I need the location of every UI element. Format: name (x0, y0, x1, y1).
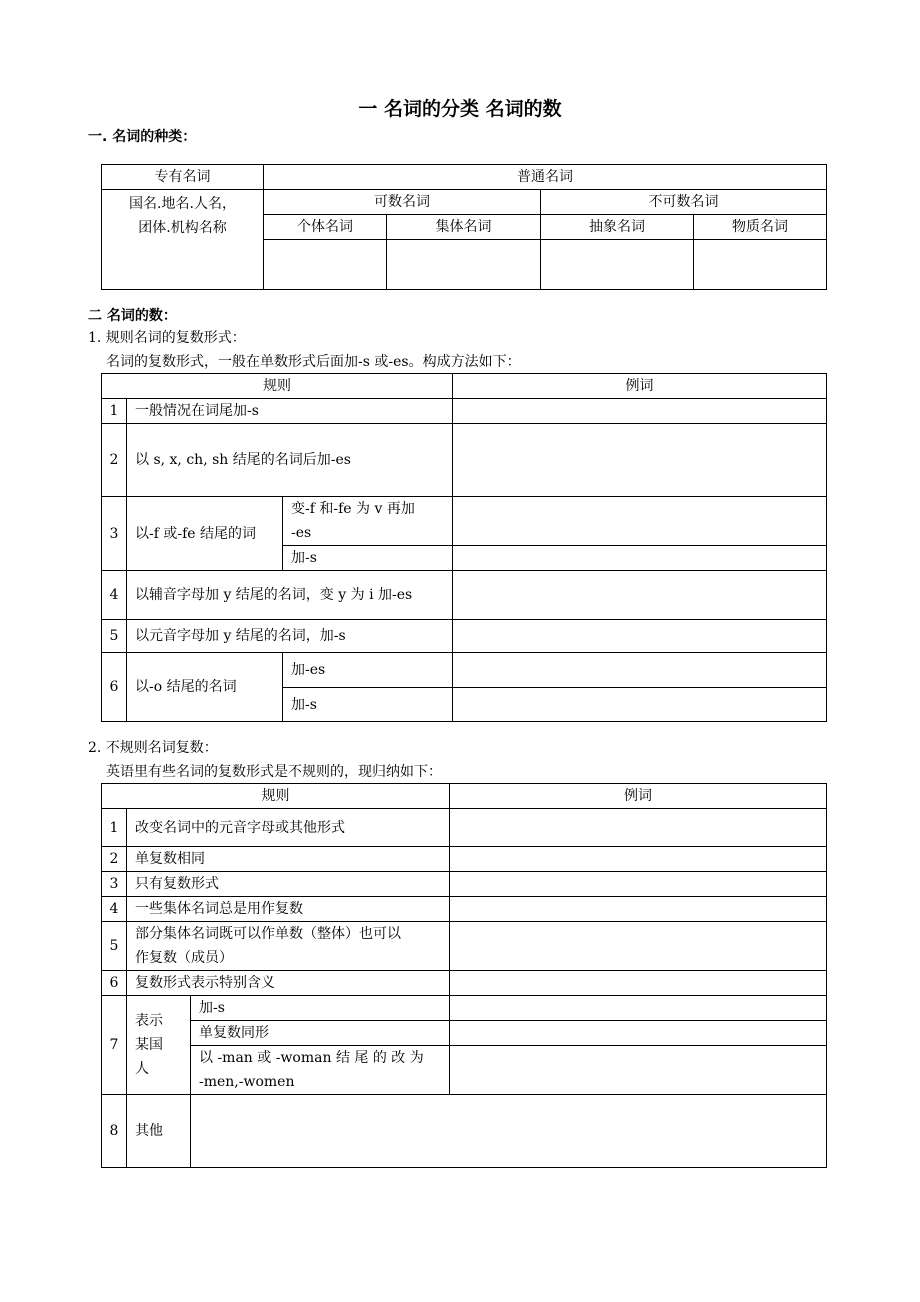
nationality-label-line-1: 表示 (135, 1013, 163, 1029)
rule-text: 以辅音字母加 y 结尾的名词，变 y 为 i 加-es (127, 571, 453, 620)
sub-rule-line-2: -es (291, 525, 312, 541)
example-cell (450, 922, 827, 971)
row-number: 3 (102, 872, 127, 897)
nationality-label (127, 996, 191, 1095)
sub-rule-text: 单复数同形 (191, 1021, 450, 1046)
rule-text: 一般情况在词尾加-s (127, 399, 453, 424)
individual-noun-cell (264, 240, 387, 290)
collective-noun-cell (387, 240, 541, 290)
row-number: 5 (102, 922, 127, 971)
row-number: 5 (102, 620, 127, 653)
sub-rule-text: 加-es (283, 653, 453, 688)
row-number: 3 (102, 497, 127, 571)
rule-text: 复数形式表示特别含义 (127, 971, 450, 996)
rule-header: 规则 (102, 374, 453, 399)
example-header: 例词 (450, 784, 827, 809)
example-cell (453, 620, 827, 653)
regular-plural-table (101, 373, 827, 722)
rule-text: 以-f 或-fe 结尾的词 (127, 497, 283, 571)
uncountable-noun-header: 不可数名词 (541, 190, 827, 215)
irregular-plural-intro: 英语里有些名词的复数形式是不规则的，现归纳如下： (106, 764, 442, 780)
example-cell (453, 497, 827, 546)
proper-noun-description (102, 190, 264, 290)
example-cell (450, 1021, 827, 1046)
regular-plural-intro: 名词的复数形式，一般在单数形式后面加-s 或-es。构成方法如下： (106, 354, 521, 370)
nationality-label-line-3: 人 (135, 1061, 149, 1077)
abstract-noun-cell (541, 240, 694, 290)
sub-rule-text (191, 1046, 450, 1095)
sub-rule-text: 加-s (283, 546, 453, 571)
collective-noun-header: 集体名词 (387, 215, 541, 240)
irregular-plural-heading: 2. 不规则名词复数： (88, 740, 218, 756)
section-2-heading: 二 名词的数： (88, 308, 177, 324)
sub-rule-text: 加-s (283, 688, 453, 722)
example-cell (450, 847, 827, 872)
sub-rule-text (283, 497, 453, 546)
example-cell (450, 1046, 827, 1095)
example-cell (453, 571, 827, 620)
section-1-heading: 一. 名词的种类： (88, 129, 197, 145)
row-number: 1 (102, 809, 127, 847)
rule-text: 单复数相同 (127, 847, 450, 872)
row-number: 8 (102, 1095, 127, 1168)
rule-line-1: 部分集体名词既可以作单数（整体）也可以 (135, 926, 401, 942)
row-number: 1 (102, 399, 127, 424)
sub-rule-line-1: 变-f 和-fe 为 v 再加 (291, 501, 415, 517)
example-cell (453, 653, 827, 688)
common-noun-header: 普通名词 (264, 165, 827, 190)
regular-plural-heading: 1. 规则名词的复数形式： (88, 330, 246, 346)
irregular-plural-table (101, 783, 827, 1168)
rule-text: 其他 (127, 1095, 191, 1168)
rule-text: 只有复数形式 (127, 872, 450, 897)
abstract-noun-header: 抽象名词 (541, 215, 694, 240)
rule-text: 以 s, x, ch, sh 结尾的名词后加-es (127, 424, 453, 497)
example-header: 例词 (453, 374, 827, 399)
row-number: 4 (102, 897, 127, 922)
example-cell (450, 996, 827, 1021)
countable-noun-header: 可数名词 (264, 190, 541, 215)
row-number: 4 (102, 571, 127, 620)
example-cell (453, 424, 827, 497)
example-cell (453, 546, 827, 571)
material-noun-header: 物质名词 (694, 215, 827, 240)
proper-desc-line-2: 团体.机构名称 (138, 220, 227, 236)
sub-rule-line-1: 以 -man 或 -woman 结 尾 的 改 为 (199, 1050, 424, 1066)
nationality-label-line-2: 某国 (135, 1037, 163, 1053)
sub-rule-text: 加-s (191, 996, 450, 1021)
material-noun-cell (694, 240, 827, 290)
example-cell (450, 872, 827, 897)
page-title: 一 名词的分类 名词的数 (358, 98, 562, 120)
example-cell (450, 809, 827, 847)
rule-header: 规则 (102, 784, 450, 809)
row-number: 2 (102, 847, 127, 872)
individual-noun-header: 个体名词 (264, 215, 387, 240)
example-cell (450, 971, 827, 996)
example-cell (191, 1095, 827, 1168)
rule-text: 以-o 结尾的名词 (127, 653, 283, 722)
proper-desc-line-1: 国名.地名.人名， (129, 196, 236, 212)
example-cell (453, 399, 827, 424)
row-number: 7 (102, 996, 127, 1095)
rule-text: 以元音字母加 y 结尾的名词，加-s (127, 620, 453, 653)
rule-text: 改变名词中的元音字母或其他形式 (127, 809, 450, 847)
row-number: 6 (102, 971, 127, 996)
noun-classification-table (101, 164, 827, 290)
row-number: 6 (102, 653, 127, 722)
example-cell (450, 897, 827, 922)
row-number: 2 (102, 424, 127, 497)
example-cell (453, 688, 827, 722)
rule-line-2: 作复数（成员） (135, 950, 233, 966)
rule-text (127, 922, 450, 971)
proper-noun-header: 专有名词 (102, 165, 264, 190)
sub-rule-line-2: -men,-women (199, 1074, 295, 1090)
rule-text: 一些集体名词总是用作复数 (127, 897, 450, 922)
